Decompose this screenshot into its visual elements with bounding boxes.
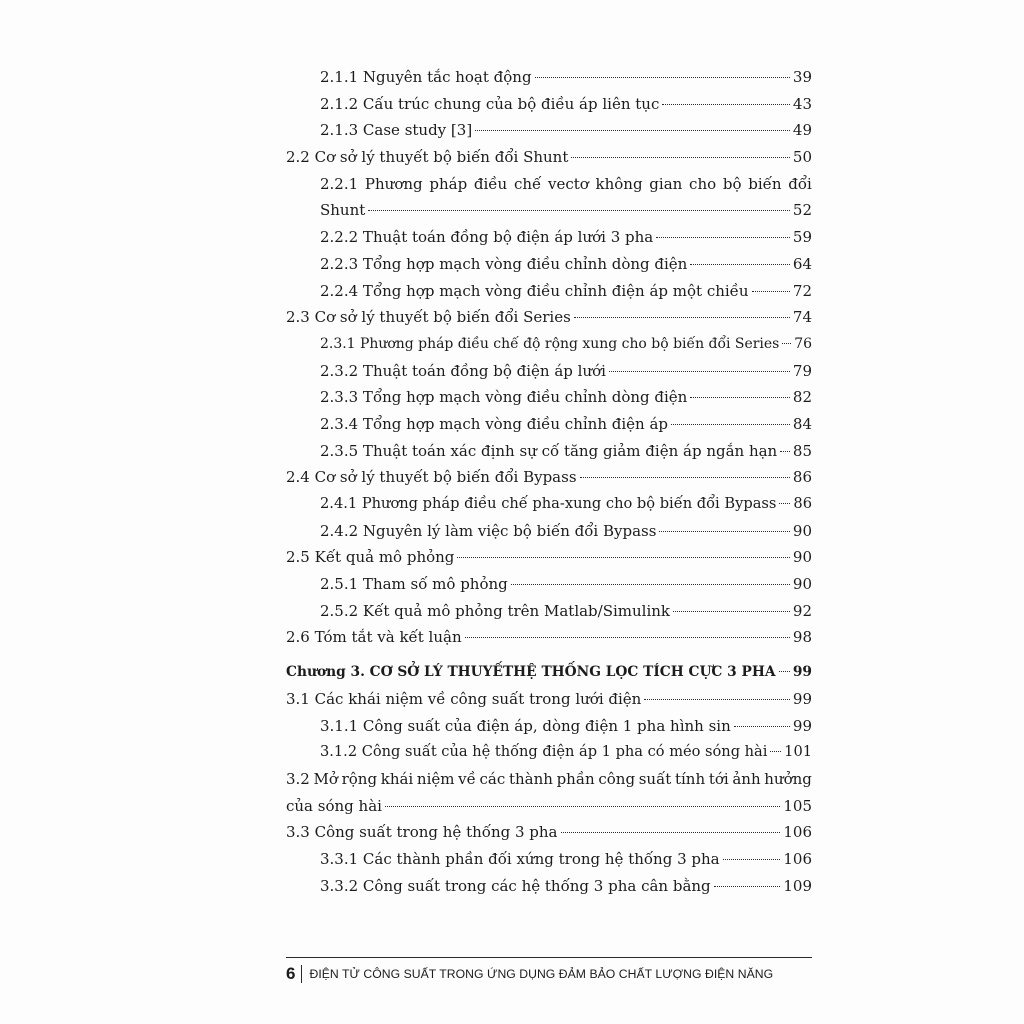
toc-entry-page-number: 52 <box>792 201 812 220</box>
toc-entry-page-number: 105 <box>783 796 812 815</box>
dot-leader <box>780 451 790 452</box>
dot-leader <box>714 886 781 887</box>
toc-entry-title: 2.2.2 Thuật toán đồng bộ điện áp lưới 3 pha <box>320 228 654 247</box>
toc-entry-page-number: 74 <box>792 308 812 327</box>
toc-entry-title: 2.3.3 Tổng hợp mạch vòng điều chỉnh dòng điện <box>320 388 688 407</box>
dot-leader <box>580 477 790 478</box>
toc-entry[interactable] <box>286 819 812 846</box>
toc-entry[interactable] <box>286 144 812 171</box>
page-footer <box>286 962 826 986</box>
footer-page-number: 6 <box>286 964 296 983</box>
chapter-page-number: 99 <box>792 664 812 681</box>
toc-entry[interactable] <box>286 331 812 358</box>
toc-entry-page-number: 106 <box>783 849 812 868</box>
dot-leader <box>465 637 790 638</box>
toc-entry-page-number: 86 <box>792 468 812 487</box>
toc-entry[interactable] <box>286 766 812 819</box>
toc-entry-page-number: 50 <box>792 148 812 167</box>
toc-entry-title: 3.3.1 Các thành phần đối xứng trong hệ thống 3 pha <box>320 849 720 868</box>
toc-entry-title: 2.3.1 Phương pháp điều chế độ rộng xung cho bộ biến đổi Series <box>320 335 780 352</box>
toc-entry-page-number: 92 <box>792 601 812 620</box>
toc-entry[interactable] <box>286 491 812 518</box>
toc-entry-title: 3.1 Các khái niệm về công suất trong lưới điện <box>286 689 642 708</box>
toc-entry-title: 2.1.3 Case study [3] <box>320 121 473 140</box>
toc-entry-title: 2.4.2 Nguyên lý làm việc bộ biến đổi Bypass <box>320 521 657 540</box>
toc-entry[interactable] <box>286 624 812 651</box>
toc-entry-title: 2.2 Cơ sở lý thuyết bộ biến đổi Shunt <box>286 148 569 167</box>
dot-leader <box>475 130 790 131</box>
dot-leader <box>574 317 790 318</box>
toc-entry[interactable] <box>286 64 812 91</box>
toc-entry-page-number: 99 <box>792 716 812 735</box>
dot-leader <box>782 343 791 344</box>
table-of-contents <box>286 64 812 899</box>
toc-entry[interactable] <box>286 304 812 331</box>
toc-entry[interactable] <box>286 739 812 766</box>
dot-leader <box>656 237 790 238</box>
toc-entry-title-line-1: 3.2 Mở rộng khái niệm về các thành phần công suất tính tới ảnh hưởng <box>286 769 812 788</box>
toc-entry-title: 2.5.1 Tham số mô phỏng <box>320 575 508 594</box>
dot-leader <box>385 806 780 807</box>
toc-entry-title-line-2: của sóng hài <box>286 796 382 815</box>
toc-entry[interactable] <box>286 384 812 411</box>
dot-leader <box>511 584 790 585</box>
dot-leader <box>734 726 790 727</box>
toc-entry-title: 2.3.4 Tổng hợp mạch vòng điều chỉnh điện áp <box>320 414 668 433</box>
toc-entry-title: 2.4 Cơ sở lý thuyết bộ biến đổi Bypass <box>286 468 577 487</box>
dot-leader <box>723 859 781 860</box>
toc-entry-second-line <box>320 197 812 224</box>
toc-section-chapter-3 <box>286 686 812 900</box>
dot-leader <box>644 699 790 700</box>
toc-entry-page-number: 84 <box>792 414 812 433</box>
dot-leader <box>609 371 790 372</box>
toc-section-chapter-2 <box>286 64 812 651</box>
toc-entry[interactable] <box>286 171 812 224</box>
footer-rule <box>286 957 812 958</box>
toc-entry[interactable] <box>286 518 812 545</box>
toc-entry-page-number: 106 <box>783 823 812 842</box>
dot-leader <box>659 531 789 532</box>
toc-entry-title: 3.1.2 Công suất của hệ thống điện áp 1 pha có méo sóng hài <box>320 743 768 761</box>
toc-entry[interactable] <box>286 713 812 740</box>
toc-chapter-heading[interactable] <box>286 659 812 686</box>
dot-leader <box>673 611 790 612</box>
toc-entry[interactable] <box>286 686 812 713</box>
toc-entry-page-number: 64 <box>792 254 812 273</box>
toc-entry-title: 2.3 Cơ sở lý thuyết bộ biến đổi Series <box>286 308 571 327</box>
toc-entry-page-number: 76 <box>794 335 812 352</box>
toc-entry-title: 3.1.1 Công suất của điện áp, dòng điện 1 pha hình sin <box>320 716 731 735</box>
toc-entry[interactable] <box>286 91 812 118</box>
toc-entry-title-line-2: Shunt <box>320 201 366 220</box>
toc-entry[interactable] <box>286 411 812 438</box>
toc-entry[interactable] <box>286 224 812 251</box>
toc-entry[interactable] <box>286 544 812 571</box>
toc-entry-title-line-1: 2.2.1 Phương pháp điều chế vectơ không gian cho bộ biến đổi <box>320 174 812 193</box>
chapter-title: Chương 3. CƠ SỞ LÝ THUYẾTHỆ THỐNG LỌC TÍCH CỰC 3 PHA <box>286 664 776 681</box>
toc-entry-page-number: 98 <box>792 628 812 647</box>
toc-entry-page-number: 79 <box>792 361 812 380</box>
toc-entry-page-number: 72 <box>792 281 812 300</box>
toc-entry[interactable] <box>286 358 812 385</box>
toc-entry[interactable] <box>286 251 812 278</box>
toc-entry[interactable] <box>286 873 812 900</box>
toc-entry-title: 2.2.3 Tổng hợp mạch vòng điều chỉnh dòng điện <box>320 254 688 273</box>
toc-entry[interactable] <box>286 438 812 465</box>
toc-entry-title: 3.3.2 Công suất trong các hệ thống 3 pha cân bằng <box>320 876 711 895</box>
footer-book-title: ĐIỆN TỬ CÔNG SUẤT TRONG ỨNG DỤNG ĐẢM BẢO CHẤT LƯỢNG ĐIỆN NĂNG <box>309 967 774 981</box>
dot-leader <box>752 291 790 292</box>
toc-entry-title: 2.6 Tóm tắt và kết luận <box>286 628 462 647</box>
toc-entry-second-line <box>286 793 812 820</box>
toc-entry-title: 2.2.4 Tổng hợp mạch vòng điều chỉnh điện áp một chiều <box>320 281 749 300</box>
toc-entry-title: 2.1.2 Cấu trúc chung của bộ điều áp liên tục <box>320 94 660 113</box>
toc-entry-page-number: 49 <box>792 121 812 140</box>
toc-entry-page-number: 90 <box>792 548 812 567</box>
dot-leader <box>779 503 790 504</box>
toc-entry-page-number: 43 <box>792 94 812 113</box>
toc-entry-page-number: 90 <box>792 521 812 540</box>
footer-separator <box>301 965 302 983</box>
toc-entry-page-number: 82 <box>792 388 812 407</box>
toc-entry-page-number: 86 <box>793 495 812 512</box>
dot-leader <box>690 397 790 398</box>
toc-entry-title: 2.1.1 Nguyên tắc hoạt động <box>320 68 532 86</box>
dot-leader <box>671 424 790 425</box>
toc-entry-title: 2.4.1 Phương pháp điều chế pha-xung cho bộ biến đổi Bypass <box>320 495 777 512</box>
toc-entry-page-number: 99 <box>792 689 812 708</box>
dot-leader <box>770 751 781 752</box>
toc-entry-page-number: 59 <box>792 228 812 247</box>
toc-entry-title: 2.3.5 Thuật toán xác định sự cố tăng giảm điện áp ngắn hạn <box>320 441 778 460</box>
toc-entry[interactable] <box>286 117 812 144</box>
toc-entry-page-number: 101 <box>784 743 812 761</box>
toc-entry[interactable] <box>286 846 812 873</box>
dot-leader <box>535 77 790 78</box>
toc-entry[interactable] <box>286 278 812 305</box>
dot-leader <box>368 210 790 211</box>
toc-entry[interactable] <box>286 464 812 491</box>
dot-leader <box>779 671 790 672</box>
toc-entry-title: 2.5.2 Kết quả mô phỏng trên Matlab/Simulink <box>320 601 671 620</box>
dot-leader <box>561 832 781 833</box>
toc-entry-title: 2.5 Kết quả mô phỏng <box>286 548 455 567</box>
toc-entry-page-number: 39 <box>792 68 812 86</box>
toc-entry-page-number: 90 <box>792 575 812 594</box>
toc-entry-title: 2.3.2 Thuật toán đồng bộ điện áp lưới <box>320 361 606 380</box>
toc-entry-page-number: 109 <box>783 876 812 895</box>
toc-entry-page-number: 85 <box>792 441 812 460</box>
toc-entry-title: 3.3 Công suất trong hệ thống 3 pha <box>286 823 558 842</box>
toc-entry[interactable] <box>286 571 812 598</box>
dot-leader <box>662 104 790 105</box>
dot-leader <box>571 157 790 158</box>
dot-leader <box>457 557 790 558</box>
dot-leader <box>690 264 790 265</box>
toc-entry[interactable] <box>286 598 812 625</box>
